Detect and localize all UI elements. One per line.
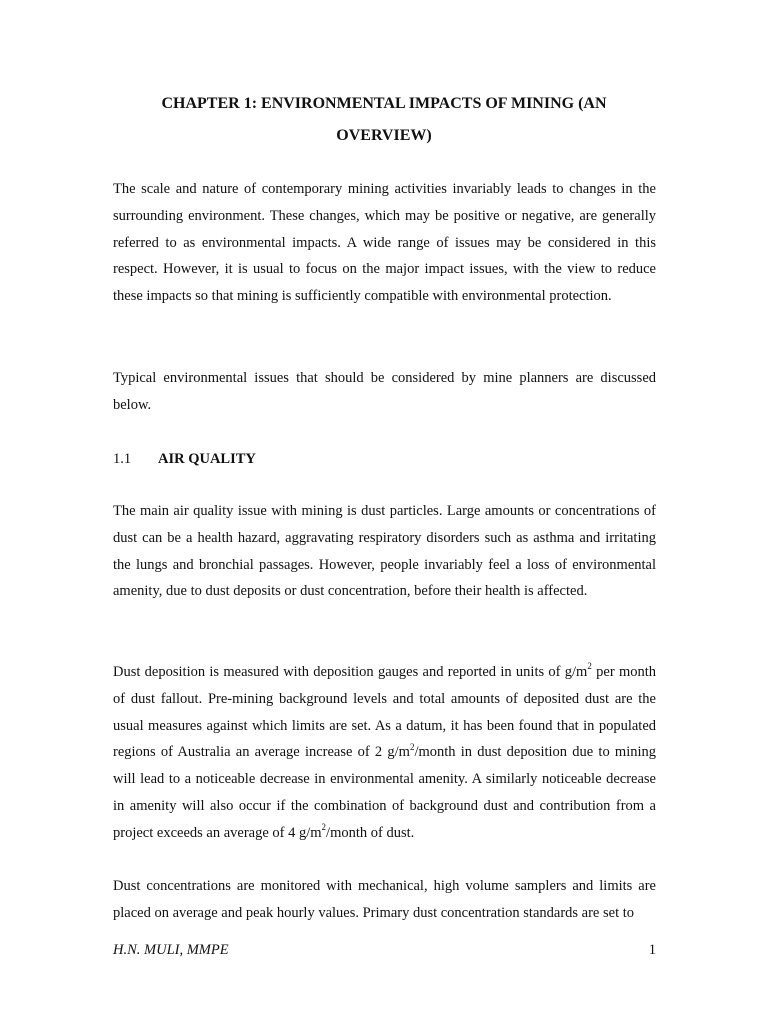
section-heading: [113, 446, 256, 472]
dust-deposition-text-2: per month of dust fallout. Pre-mining background levels and total amounts of deposited dust are the usual measures against which limits are set. As a datum, it has been found that in populated regions of Australia an average increase of 2 g/m: [113, 664, 656, 761]
dust-deposition-text-1: Dust deposition is measured with deposition gauges and reported in units of g/m: [113, 664, 588, 680]
page-number: 1: [648, 942, 656, 958]
air-quality-paragraph: The main air quality issue with mining is dust particles. Large amounts or concentrations of dust can be a health hazard, aggravating respiratory disorders such as asthma and irritating the lungs and bronchial passages. However, people invariably feel a loss of environmental amenity, due to dust deposits or dust concentration, before their health is affected.: [113, 503, 656, 600]
intro-paragraph: The scale and nature of contemporary mining activities invariably leads to changes in the surrounding environment. These changes, which may be positive or negative, are generally referred to as environmental impacts. A wide range of issues may be considered in this respect. However, it is usual to focus on the major impact issues, with the view to reduce these impacts so that mining is sufficiently compatible with environmental protection.: [113, 181, 656, 305]
section-title: AIR QUALITY: [158, 451, 256, 467]
superscript-1: 2: [587, 661, 592, 672]
dust-deposition-text-4: /month of dust.: [326, 824, 415, 841]
superscript-3: 2: [321, 821, 327, 832]
section-number: 1.1: [113, 451, 132, 467]
chapter-title: [112, 88, 656, 152]
superscript-2: 2: [409, 741, 415, 752]
dust-concentration-paragraph: Dust concentrations are monitored with mechanical, high volume samplers and limits are placed on average and peak hourly values. Primary dust concentration standards are set to: [113, 878, 656, 921]
issues-paragraph: Typical environmental issues that should be considered by mine planners are discussed below.: [113, 370, 656, 413]
footer-author: H.N. MULI, MMPE: [113, 942, 229, 958]
chapter-title-line-2: OVERVIEW): [336, 127, 432, 144]
dust-deposition-text-3: /month in dust deposition due to mining will lead to a noticeable decrease in environmental amenity. A similarly noticeable decrease in amenity will also occur if the combination of background dust and contribution from a project exceeds an average of 4 g/m: [113, 744, 656, 841]
dust-deposition-paragraph: [113, 659, 656, 847]
chapter-title-line-1: CHAPTER 1: ENVIRONMENTAL IMPACTS OF MINING (AN: [161, 95, 607, 112]
